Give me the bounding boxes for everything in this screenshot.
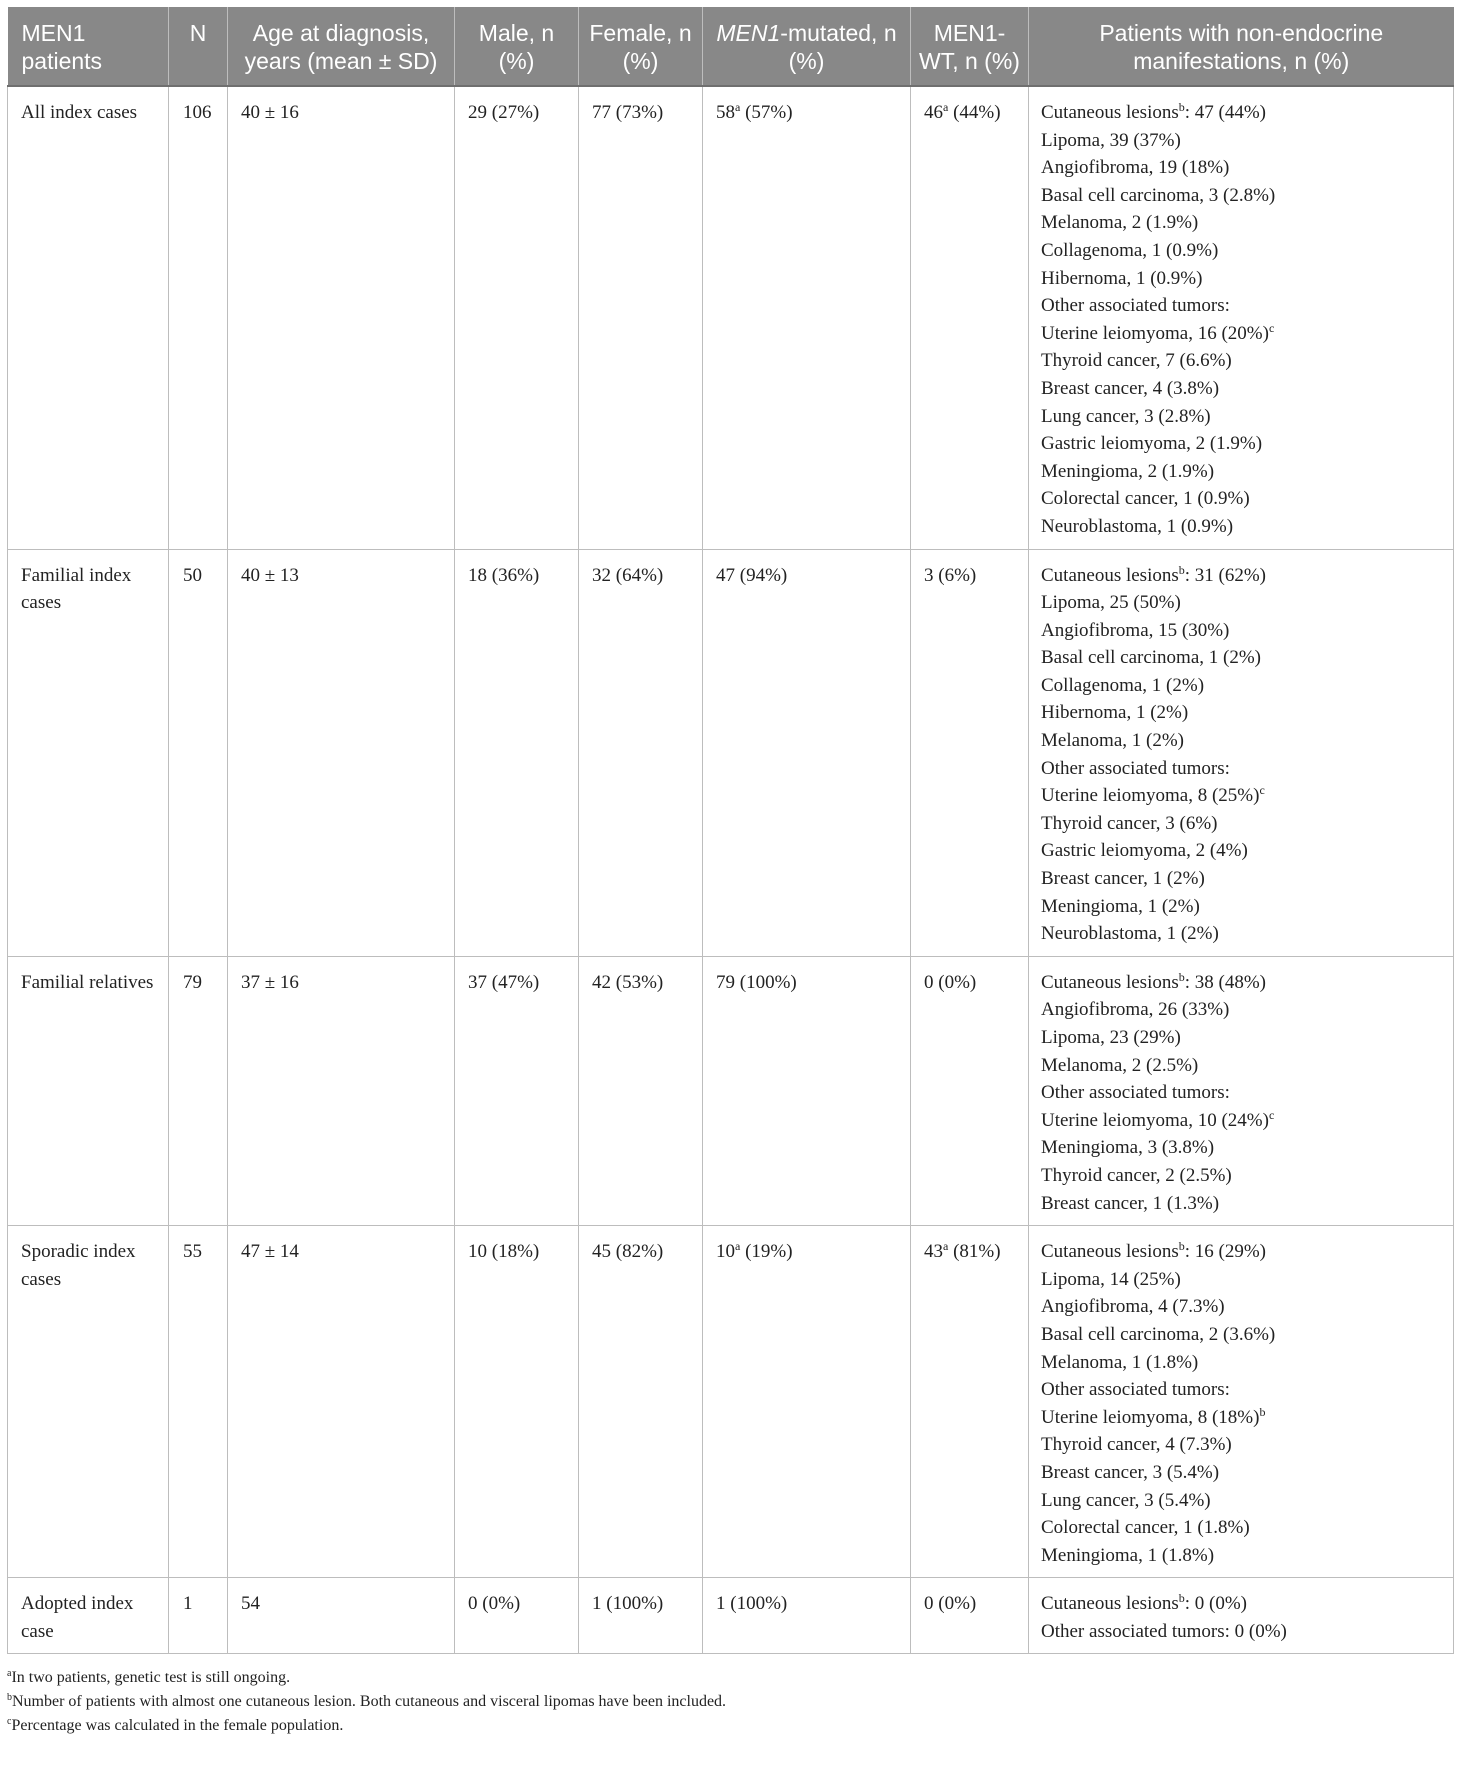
manifestation-item	[1041, 237, 1445, 265]
age-value: 40 ± 13	[241, 564, 299, 586]
manifestation-text: Neuroblastoma, 1 (0.9%)	[1041, 515, 1234, 537]
table-header	[8, 7, 1454, 86]
header-n: N	[169, 7, 228, 86]
cell-female	[579, 86, 703, 549]
cell-female	[579, 1226, 703, 1578]
manifestation-count: : 47 (44%)	[1184, 102, 1267, 123]
footnote-marker: a	[735, 1239, 741, 1254]
manifestation-text: Basal cell carcinoma, 3 (2.8%)	[1041, 184, 1276, 206]
manifestation-item	[1041, 1487, 1445, 1515]
manifestation-item	[1041, 1376, 1445, 1404]
female-value: 42 (53%)	[592, 971, 664, 993]
manifestation-text: Lipoma, 14 (25%)	[1041, 1268, 1181, 1290]
manifestation-text: Uterine leiomyoma, 8 (18%)	[1041, 1406, 1260, 1428]
manifestation-item	[1041, 1590, 1445, 1618]
cell-manifestations	[1029, 1226, 1454, 1578]
manifestation-item	[1041, 127, 1445, 155]
manifestation-text: Collagenoma, 1 (2%)	[1041, 674, 1205, 696]
cell-group	[8, 549, 169, 956]
cell-men1-mutated	[703, 86, 911, 549]
manifestation-item	[1041, 1431, 1445, 1459]
female-value: 32 (64%)	[592, 564, 664, 586]
cell-manifestations	[1029, 86, 1454, 549]
cell-men1-wt	[911, 1226, 1029, 1578]
table-row	[8, 1578, 1454, 1654]
manifestation-item	[1041, 265, 1445, 293]
group-label: Familial relatives	[21, 971, 154, 993]
manifestation-item	[1041, 1618, 1445, 1646]
female-value: 1 (100%)	[592, 1593, 664, 1615]
manifestation-text: Lung cancer, 3 (2.8%)	[1041, 405, 1211, 427]
manifestation-count: : 38 (48%)	[1184, 971, 1267, 993]
header-non-endocrine: Patients with non-endocrine manifestations, n (%)	[1029, 7, 1454, 86]
footnote-marker: a	[943, 100, 949, 114]
manifestation-text: Melanoma, 2 (2.5%)	[1041, 1054, 1199, 1076]
manifestation-item	[1041, 430, 1445, 458]
cell-manifestations	[1029, 549, 1454, 956]
n-value: 106	[183, 102, 212, 123]
manifestation-text: Other associated tumors:	[1041, 1379, 1230, 1401]
manifestation-item	[1041, 996, 1445, 1024]
manifestation-item	[1041, 969, 1445, 997]
manifestation-item	[1041, 699, 1445, 727]
manifestation-item	[1041, 1293, 1445, 1321]
cell-male	[455, 86, 579, 549]
header-men1-mutated	[703, 7, 911, 86]
footnote-mark: c	[7, 1716, 12, 1727]
age-value: 54	[241, 1593, 260, 1615]
cell-n	[169, 549, 228, 956]
manifestation-text: Breast cancer, 1 (2%)	[1041, 868, 1205, 890]
manifestation-item	[1041, 1134, 1445, 1162]
footnote-marker: c	[1268, 320, 1275, 335]
n-value: 1	[183, 1593, 193, 1615]
manifestation-item	[1041, 154, 1445, 182]
manifestation-text: Cutaneous lesions	[1041, 1241, 1179, 1263]
manifestation-text: Thyroid cancer, 3 (6%)	[1041, 812, 1218, 834]
male-value: 0 (0%)	[468, 1593, 521, 1615]
manifestation-item	[1041, 513, 1445, 541]
age-value: 47 ± 14	[241, 1241, 299, 1263]
manifestation-item	[1041, 1079, 1445, 1107]
manifestation-item	[1041, 458, 1445, 486]
manifestation-item	[1041, 644, 1445, 672]
cell-male	[455, 1578, 579, 1654]
manifestation-text: Meningioma, 2 (1.9%)	[1041, 460, 1215, 482]
manifestation-item	[1041, 1238, 1445, 1266]
footnote-marker: b	[1178, 100, 1185, 114]
manifestation-text: Gastric leiomyoma, 2 (1.9%)	[1041, 433, 1263, 455]
table-wrapper	[7, 7, 1453, 1654]
header-men1-patients: MEN1 patients	[8, 7, 169, 86]
manifestation-item	[1041, 672, 1445, 700]
manifestation-text: Cutaneous lesions	[1041, 564, 1179, 586]
footnote-marker: a	[735, 100, 741, 114]
footnote	[7, 1666, 1447, 1690]
cell-men1-wt	[911, 1578, 1029, 1654]
cell-group	[8, 1578, 169, 1654]
group-label: All index cases	[21, 102, 138, 123]
footnote-marker: c	[1259, 783, 1265, 798]
wt-value: 46	[924, 102, 943, 123]
footnote-marker: b	[1178, 1239, 1185, 1254]
manifestation-item	[1041, 485, 1445, 513]
table-row	[8, 956, 1454, 1225]
male-value: 10 (18%)	[468, 1241, 540, 1263]
cell-n	[169, 86, 228, 549]
cell-age	[228, 549, 455, 956]
manifestation-item	[1041, 782, 1445, 810]
footnote-marker: b	[1178, 1591, 1185, 1606]
manifestation-item	[1041, 347, 1445, 375]
manifestation-count: : 31 (62%)	[1184, 564, 1267, 586]
footnote-marker: a	[943, 1239, 949, 1254]
wt-value: 0 (0%)	[924, 1593, 977, 1615]
manifestation-item	[1041, 1404, 1445, 1432]
table-row	[8, 549, 1454, 956]
cell-men1-mutated	[703, 549, 911, 956]
manifestation-item	[1041, 209, 1445, 237]
mutated-percent: (57%)	[740, 102, 793, 123]
manifestation-text: Uterine leiomyoma, 16 (20%)	[1041, 322, 1269, 344]
manifestation-text: Lung cancer, 3 (5.4%)	[1041, 1489, 1211, 1511]
female-value: 77 (73%)	[592, 102, 664, 123]
manifestation-text: Angiofibroma, 19 (18%)	[1041, 157, 1230, 179]
cell-men1-wt	[911, 549, 1029, 956]
manifestation-item	[1041, 182, 1445, 210]
manifestation-item	[1041, 1107, 1445, 1135]
footnote-text: Percentage was calculated in the female population.	[11, 1717, 344, 1734]
group-label: Adopted index case	[21, 1593, 134, 1642]
mutated-value: 58	[716, 102, 735, 123]
male-value: 29 (27%)	[468, 102, 540, 123]
cell-n	[169, 1578, 228, 1654]
mutated-value: 79 (100%)	[716, 971, 797, 993]
wt-value: 0 (0%)	[924, 971, 977, 993]
manifestation-item	[1041, 1321, 1445, 1349]
manifestation-text: Collagenoma, 1 (0.9%)	[1041, 239, 1219, 261]
cell-female	[579, 956, 703, 1225]
manifestation-text: Breast cancer, 3 (5.4%)	[1041, 1461, 1220, 1483]
cell-n	[169, 956, 228, 1225]
manifestation-text: Meningioma, 3 (3.8%)	[1041, 1137, 1215, 1159]
cell-male	[455, 549, 579, 956]
table-row	[8, 1226, 1454, 1578]
manifestation-item	[1041, 375, 1445, 403]
male-value: 18 (36%)	[468, 564, 540, 586]
age-value: 40 ± 16	[241, 102, 299, 123]
table-body	[8, 86, 1454, 1654]
manifestation-text: Melanoma, 1 (2%)	[1041, 730, 1184, 752]
manifestation-text: Basal cell carcinoma, 2 (3.6%)	[1041, 1323, 1276, 1345]
manifestation-text: Hibernoma, 1 (2%)	[1041, 702, 1189, 724]
cell-age	[228, 1226, 455, 1578]
cell-men1-wt	[911, 956, 1029, 1225]
footnotes	[7, 1666, 1447, 1738]
manifestation-text: Other associated tumors:	[1041, 757, 1230, 779]
n-value: 79	[183, 971, 202, 993]
wt-percent: (44%)	[948, 102, 1001, 123]
manifestation-text: Other associated tumors: 0 (0%)	[1041, 1620, 1287, 1642]
male-value: 37 (47%)	[468, 971, 540, 993]
mutated-value: 47 (94%)	[716, 564, 788, 586]
cell-men1-wt	[911, 86, 1029, 549]
manifestation-text: Thyroid cancer, 2 (2.5%)	[1041, 1164, 1232, 1186]
manifestation-text: Uterine leiomyoma, 8 (25%)	[1041, 785, 1260, 807]
manifestation-text: Lipoma, 25 (50%)	[1041, 592, 1181, 614]
cell-age	[228, 1578, 455, 1654]
manifestation-item	[1041, 320, 1445, 348]
men1-patients-table	[7, 7, 1454, 1654]
cell-men1-mutated	[703, 1226, 911, 1578]
manifestation-text: Colorectal cancer, 1 (0.9%)	[1041, 488, 1250, 510]
cell-men1-mutated	[703, 956, 911, 1225]
footnote-marker: b	[1178, 562, 1185, 577]
manifestation-item	[1041, 589, 1445, 617]
footnote-marker: b	[1259, 1404, 1266, 1419]
manifestation-item	[1041, 1349, 1445, 1377]
manifestation-text: Breast cancer, 4 (3.8%)	[1041, 377, 1220, 399]
manifestation-item	[1041, 1024, 1445, 1052]
cell-group	[8, 86, 169, 549]
mutated-value: 1 (100%)	[716, 1593, 788, 1615]
manifestation-text: Gastric leiomyoma, 2 (4%)	[1041, 840, 1248, 862]
n-value: 50	[183, 564, 202, 586]
table-row	[8, 86, 1454, 549]
group-label: Familial index cases	[21, 564, 132, 614]
footnote-mark: b	[7, 1692, 12, 1703]
header-men1-wt: MEN1-WT, n (%)	[911, 7, 1029, 86]
manifestation-text: Melanoma, 2 (1.9%)	[1041, 212, 1199, 234]
cell-male	[455, 1226, 579, 1578]
manifestation-item	[1041, 1542, 1445, 1570]
manifestation-item	[1041, 1459, 1445, 1487]
manifestation-text: Lipoma, 23 (29%)	[1041, 1027, 1181, 1048]
cell-female	[579, 549, 703, 956]
manifestation-text: Thyroid cancer, 7 (6.6%)	[1041, 350, 1232, 372]
manifestation-count: : 0 (0%)	[1184, 1593, 1248, 1615]
cell-manifestations	[1029, 1578, 1454, 1654]
manifestation-item	[1041, 1162, 1445, 1190]
wt-value: 3 (6%)	[924, 564, 977, 586]
manifestation-text: Angiofibroma, 26 (33%)	[1041, 999, 1230, 1021]
mutated-percent: (19%)	[740, 1241, 793, 1263]
header-female: Female, n (%)	[579, 7, 703, 86]
manifestation-text: Lipoma, 39 (37%)	[1041, 129, 1181, 151]
footnote-marker: c	[1268, 1107, 1275, 1122]
manifestation-text: Cutaneous lesions	[1041, 971, 1179, 993]
manifestation-text: Other associated tumors:	[1041, 295, 1230, 317]
header-men1-gene: MEN1	[716, 20, 781, 46]
manifestation-item	[1041, 1190, 1445, 1218]
header-mutated-text: -mutated, n (%)	[780, 20, 897, 74]
manifestation-item	[1041, 810, 1445, 838]
manifestation-text: Colorectal cancer, 1 (1.8%)	[1041, 1517, 1250, 1539]
manifestation-item	[1041, 727, 1445, 755]
manifestation-text: Hibernoma, 1 (0.9%)	[1041, 267, 1203, 289]
manifestation-item	[1041, 403, 1445, 431]
footnote	[7, 1690, 1447, 1714]
cell-n	[169, 1226, 228, 1578]
age-value: 37 ± 16	[241, 971, 299, 993]
cell-manifestations	[1029, 956, 1454, 1225]
wt-percent: (81%)	[948, 1241, 1001, 1263]
manifestation-text: Cutaneous lesions	[1041, 102, 1179, 123]
manifestation-item	[1041, 755, 1445, 783]
cell-group	[8, 1226, 169, 1578]
cell-female	[579, 1578, 703, 1654]
wt-value: 43	[924, 1241, 943, 1263]
female-value: 45 (82%)	[592, 1241, 664, 1263]
group-label: Sporadic index cases	[21, 1241, 136, 1290]
footnote-text: Number of patients with almost one cutaneous lesion. Both cutaneous and visceral lipomas have been included.	[12, 1693, 727, 1710]
manifestation-item	[1041, 1514, 1445, 1542]
manifestation-text: Neuroblastoma, 1 (2%)	[1041, 923, 1219, 945]
footnote-text: In two patients, genetic test is still ongoing.	[11, 1669, 291, 1686]
header-age: Age at diagnosis, years (mean ± SD)	[228, 7, 455, 86]
manifestation-text: Angiofibroma, 4 (7.3%)	[1041, 1296, 1225, 1318]
cell-male	[455, 956, 579, 1225]
manifestation-text: Basal cell carcinoma, 1 (2%)	[1041, 647, 1261, 669]
cell-age	[228, 86, 455, 549]
mutated-value: 10	[716, 1241, 735, 1263]
manifestation-text: Meningioma, 1 (1.8%)	[1041, 1544, 1215, 1566]
n-value: 55	[183, 1241, 202, 1263]
manifestation-text: Angiofibroma, 15 (30%)	[1041, 619, 1230, 641]
manifestation-text: Uterine leiomyoma, 10 (24%)	[1041, 1109, 1269, 1131]
manifestation-item	[1041, 292, 1445, 320]
footnote-marker: b	[1178, 969, 1185, 984]
manifestation-text: Other associated tumors:	[1041, 1082, 1230, 1104]
cell-age	[228, 956, 455, 1225]
manifestation-count: : 16 (29%)	[1184, 1241, 1267, 1263]
manifestation-item	[1041, 893, 1445, 921]
manifestation-text: Breast cancer, 1 (1.3%)	[1041, 1192, 1220, 1214]
manifestation-item	[1041, 99, 1445, 127]
manifestation-item	[1041, 562, 1445, 590]
manifestation-text: Thyroid cancer, 4 (7.3%)	[1041, 1434, 1232, 1456]
footnote-mark: a	[7, 1668, 12, 1679]
manifestation-item	[1041, 1266, 1445, 1294]
cell-group	[8, 956, 169, 1225]
manifestation-item	[1041, 837, 1445, 865]
manifestation-item	[1041, 1052, 1445, 1080]
manifestation-item	[1041, 617, 1445, 645]
manifestation-item	[1041, 920, 1445, 948]
cell-men1-mutated	[703, 1578, 911, 1654]
manifestation-item	[1041, 865, 1445, 893]
manifestation-text: Cutaneous lesions	[1041, 1593, 1179, 1615]
header-male: Male, n (%)	[455, 7, 579, 86]
footnote	[7, 1714, 1447, 1738]
manifestation-text: Melanoma, 1 (1.8%)	[1041, 1351, 1199, 1373]
manifestation-text: Meningioma, 1 (2%)	[1041, 895, 1200, 917]
